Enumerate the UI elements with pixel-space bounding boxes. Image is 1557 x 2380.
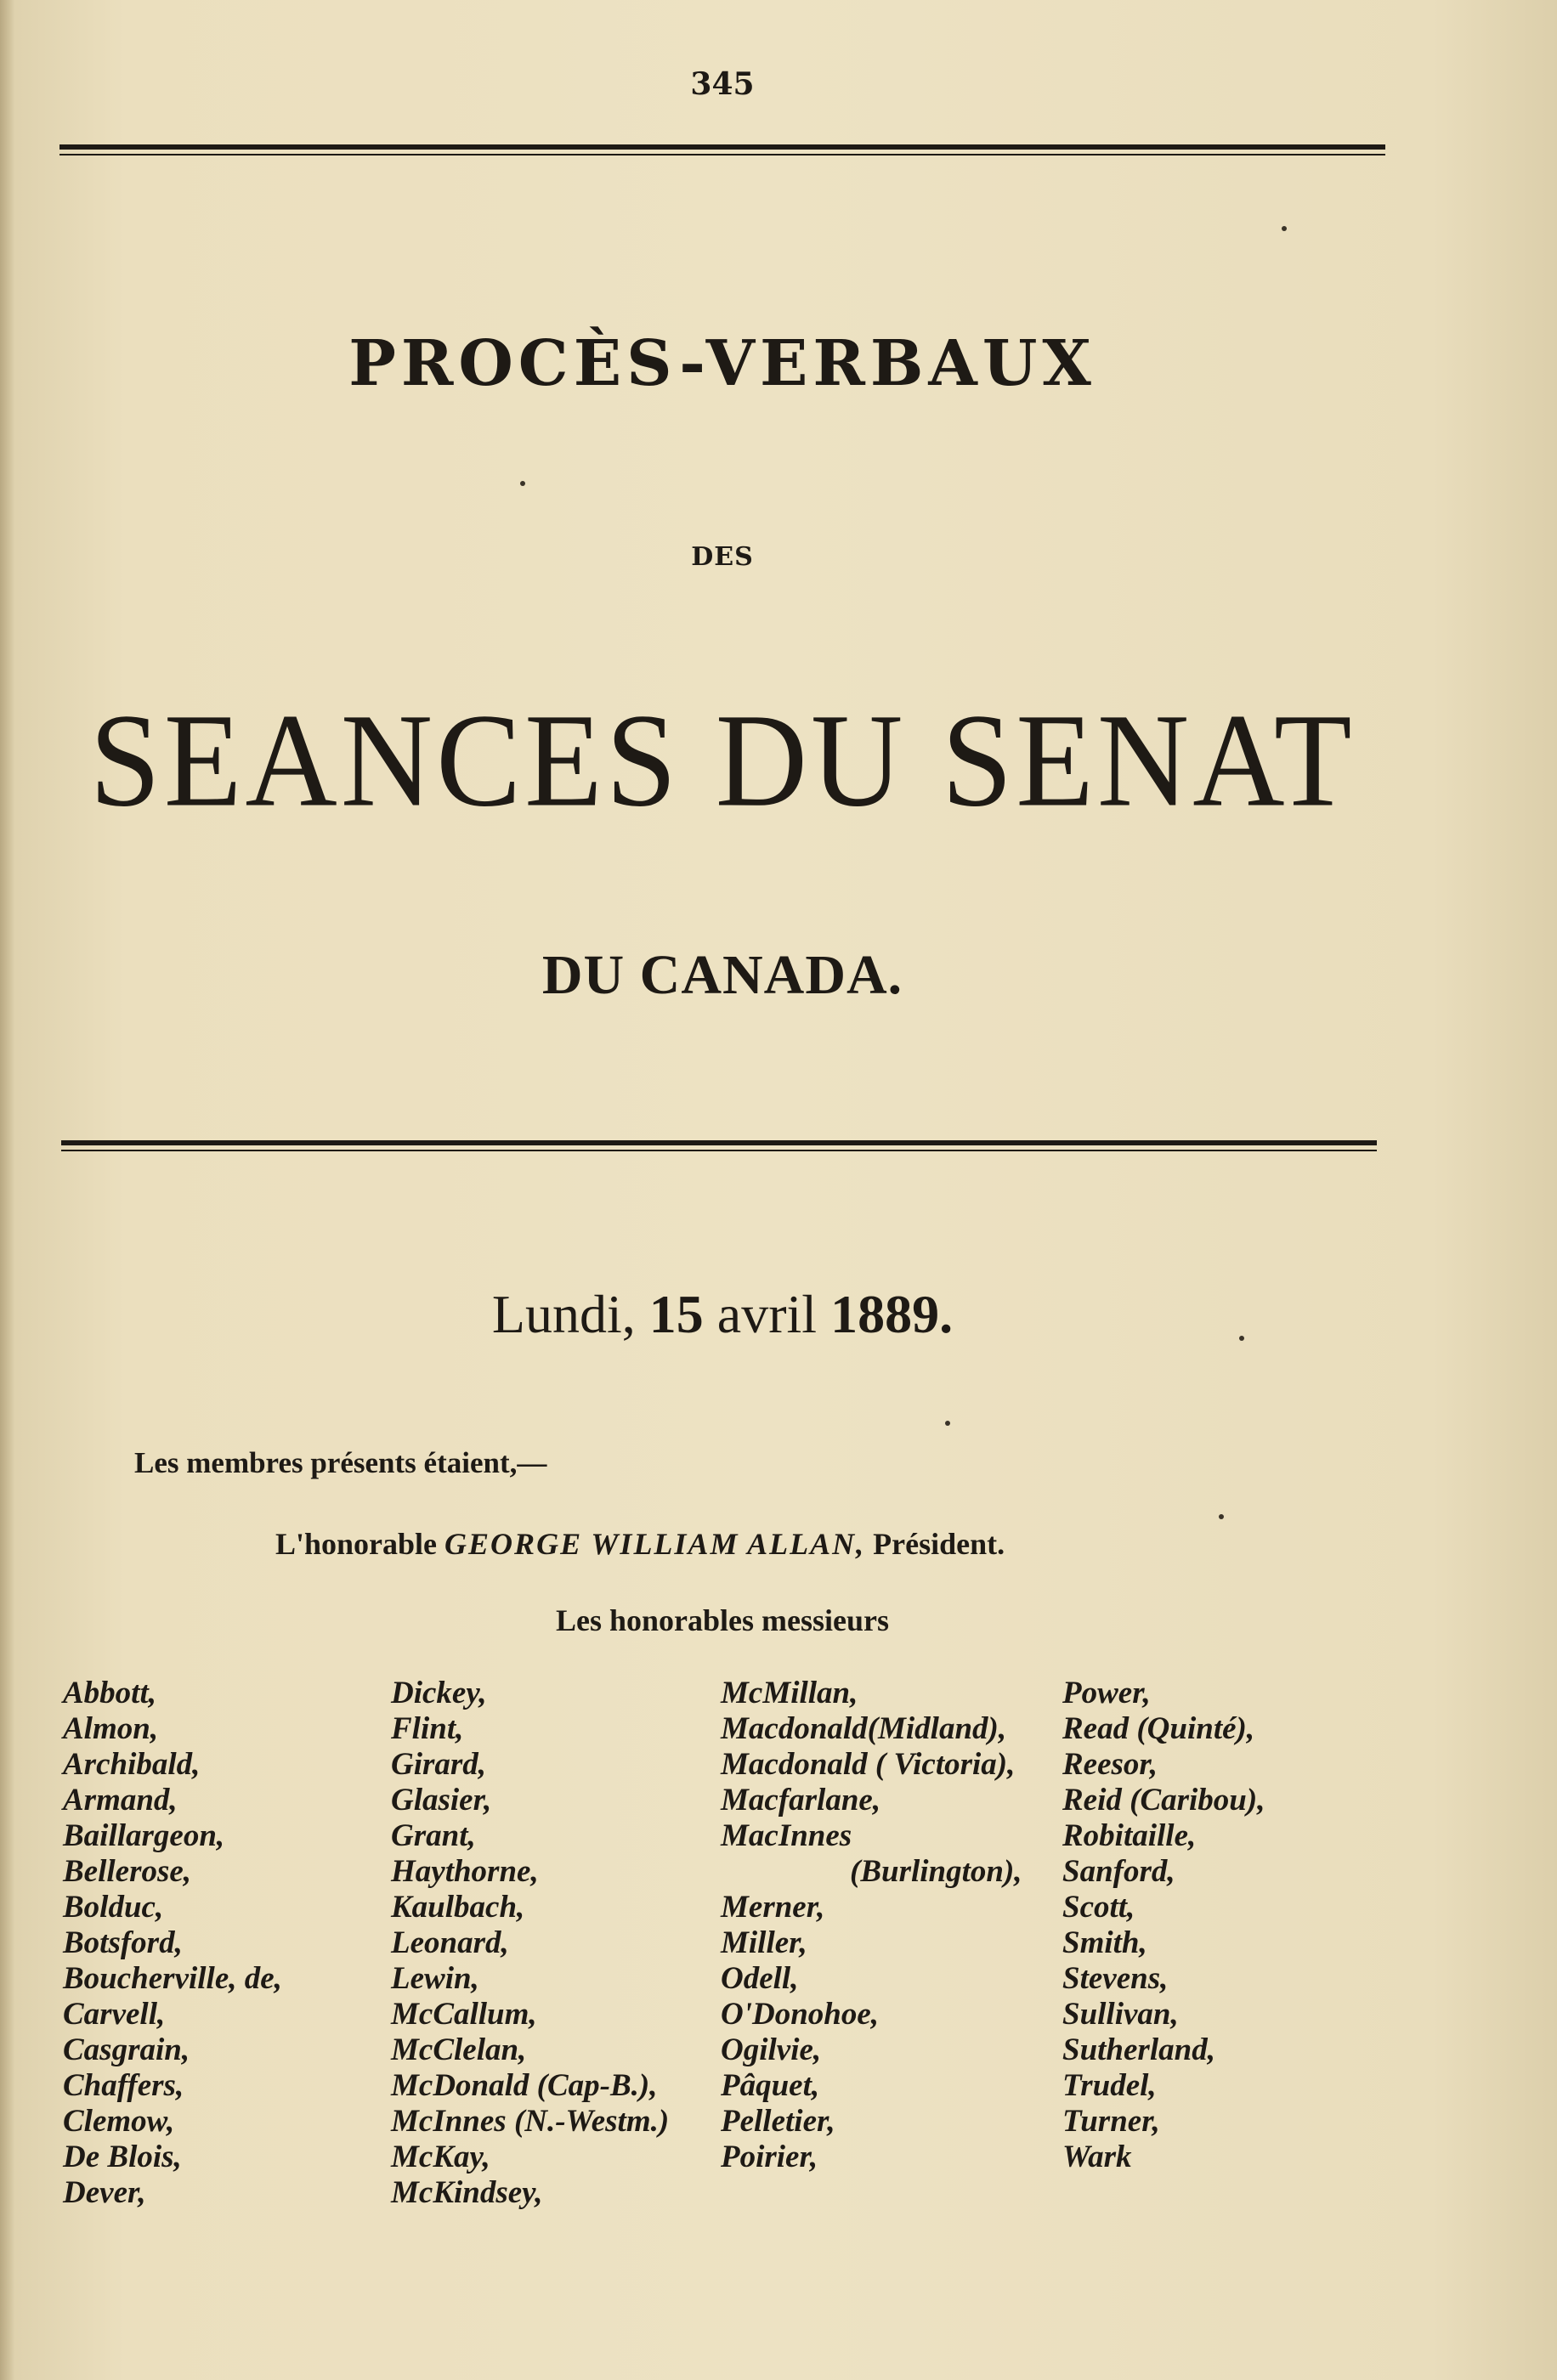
senator-name: McClelan, [391, 2032, 527, 2067]
senator-name: Casgrain, [63, 2032, 190, 2067]
honorables-heading: Les honorables messieurs [555, 1603, 889, 1637]
senator-name: Reid (Caribou), [1062, 1783, 1265, 1818]
senator-name: McInnes (N.-Westm.) [391, 2104, 670, 2139]
senator-column-4 [1062, 1676, 1265, 2175]
senator-name: Chaffers, [63, 2068, 184, 2103]
title-proces-verbaux: PROCÈS-VERBAUX [348, 327, 1096, 400]
senator-name: Ogilvie, [721, 2032, 822, 2067]
senator-name: Poirier, [721, 2140, 818, 2174]
senator-name: Odell, [721, 1961, 799, 1996]
senator-name: Archibald, [63, 1747, 201, 1782]
title-des: DES [691, 542, 754, 572]
senator-name: Macdonald(Midland), [721, 1711, 1007, 1746]
senator-name: Read (Quinté), [1062, 1711, 1255, 1746]
president-prefix: L'honorable [275, 1527, 438, 1561]
senator-name: Trudel, [1062, 2068, 1157, 2103]
senator-name: De Blois, [63, 2140, 182, 2174]
president-name: GEORGE WILLIAM ALLAN, [444, 1527, 866, 1561]
senator-name: Wark [1062, 2140, 1132, 2174]
senator-name: Almon, [63, 1711, 159, 1746]
senator-name: Glasier, [391, 1783, 492, 1818]
senator-column-3 [721, 1676, 1022, 2175]
senator-name: Haythorne, [391, 1854, 539, 1889]
senator-name: Flint, [391, 1711, 464, 1746]
session-date [0, 1283, 1445, 1346]
senator-name: Leonard, [391, 1925, 509, 1960]
senator-name: Smith, [1062, 1925, 1147, 1960]
senator-name: Scott, [1062, 1890, 1135, 1925]
middle-double-rule [61, 1140, 1377, 1151]
senator-name: MacInnes [721, 1818, 852, 1853]
ink-speck [1282, 226, 1287, 231]
senator-column-2 [391, 1676, 669, 2211]
senator-name: Clemow, [63, 2104, 175, 2139]
senator-name: Miller, [721, 1925, 807, 1960]
members-present-label: Les membres présents étaient,— [134, 1446, 547, 1479]
date-day: 15 [648, 1284, 704, 1344]
senator-name: Sanford, [1062, 1854, 1175, 1889]
senator-name: Pâquet, [721, 2068, 820, 2103]
senator-name: Armand, [63, 1783, 178, 1818]
title-seances-du-senat: SEANCES DU SENAT [89, 686, 1356, 835]
ink-speck [945, 1421, 950, 1426]
senator-name: Abbott, [63, 1676, 156, 1710]
senator-name: Bellerose, [63, 1854, 192, 1889]
senator-name: McKay, [391, 2140, 490, 2174]
senator-column-1 [63, 1676, 282, 2211]
senator-name: Pelletier, [721, 2104, 835, 2139]
senator-name: McKindsey, [391, 2175, 543, 2210]
senator-name: Stevens, [1062, 1961, 1169, 1996]
president-role: Président. [873, 1527, 1005, 1561]
title-du-canada: DU CANADA. [541, 944, 903, 1006]
date-month: avril [716, 1284, 818, 1344]
date-day-name: Lundi, [491, 1284, 636, 1344]
senator-name: Dickey, [391, 1676, 487, 1710]
president-line [275, 1526, 1005, 1562]
senator-name: McCallum, [391, 1997, 537, 2032]
senator-name: Grant, [391, 1818, 476, 1853]
senator-name: Dever, [63, 2175, 146, 2210]
senator-name: Robitaille, [1062, 1818, 1197, 1853]
senator-name-continuation: (Burlington), [850, 1854, 1022, 1889]
senator-name: Lewin, [391, 1961, 479, 1996]
senator-name: Macdonald ( Victoria), [721, 1747, 1016, 1782]
senator-name: Baillargeon, [63, 1818, 225, 1853]
ink-speck [1219, 1514, 1224, 1519]
senator-name: Sutherland, [1062, 2032, 1215, 2067]
senator-name: Power, [1062, 1676, 1151, 1710]
senator-name: Merner, [721, 1890, 825, 1925]
senator-name: Girard, [391, 1747, 487, 1782]
senator-name: Reesor, [1062, 1747, 1158, 1782]
ink-speck [1239, 1336, 1244, 1341]
senator-name: Bolduc, [63, 1890, 164, 1925]
senator-name: McDonald (Cap-B.), [391, 2068, 658, 2103]
senator-name: O'Donohoe, [721, 1997, 880, 2032]
ink-speck [520, 481, 525, 486]
senator-name: Botsford, [63, 1925, 183, 1960]
senator-name: Kaulbach, [391, 1890, 525, 1925]
date-year: 1889. [830, 1284, 954, 1344]
senator-name: Turner, [1062, 2104, 1160, 2139]
senator-name: Sullivan, [1062, 1997, 1179, 2032]
senator-name: McMillan, [721, 1676, 858, 1710]
top-double-rule [59, 144, 1385, 155]
senator-name: Carvell, [63, 1997, 166, 2032]
senator-name: Boucherville, de, [63, 1961, 282, 1996]
senator-name: Macfarlane, [721, 1783, 881, 1818]
page-number: 345 [690, 66, 755, 102]
